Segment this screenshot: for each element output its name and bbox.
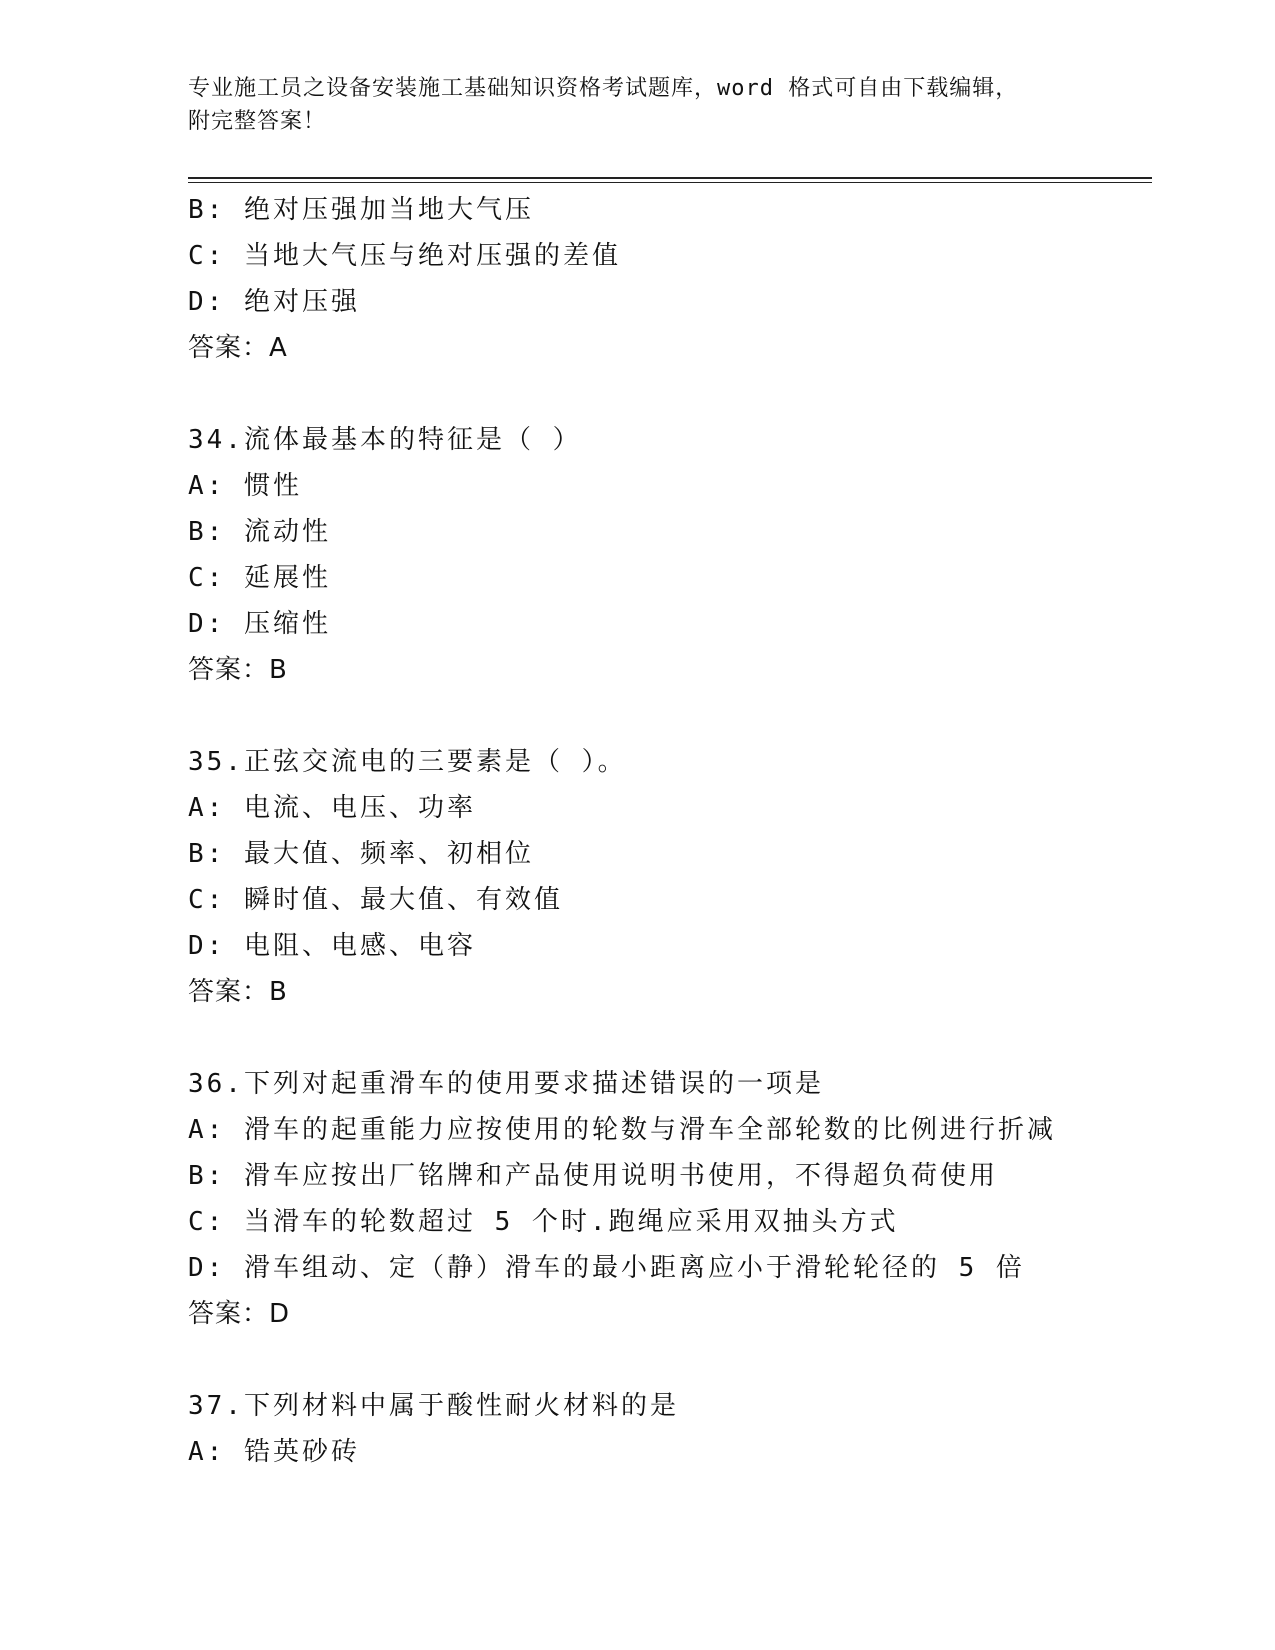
option-a: A: 惯性: [188, 471, 302, 501]
answer-line: 答案：A: [188, 333, 288, 363]
option-b: B: 流动性: [188, 517, 331, 547]
spacer: [188, 1015, 1152, 1061]
header-line-2: 附完整答案！: [188, 109, 327, 134]
question-block-33: [188, 187, 1152, 371]
document-header: [188, 72, 1068, 138]
option-d: D: 压缩性: [188, 609, 331, 639]
header-line-1: 专业施工员之设备安装施工基础知识资格考试题库，word 格式可自由下载编辑，: [188, 76, 1019, 101]
spacer: [188, 371, 1152, 417]
option-d: D: 滑车组动、定（静）滑车的最小距离应小于滑轮轮径的 5 倍: [188, 1253, 1025, 1283]
option-b: B: 滑车应按出厂铭牌和产品使用说明书使用，不得超负荷使用: [188, 1161, 998, 1191]
question-text: 34.流体最基本的特征是（ ）: [188, 425, 582, 455]
option-c: C: 延展性: [188, 563, 331, 593]
option-d: D: 电阻、电感、电容: [188, 931, 476, 961]
spacer: [188, 1337, 1152, 1383]
question-list: [188, 187, 1152, 1475]
option-b: B: 最大值、频率、初相位: [188, 839, 534, 869]
header-divider-thick: [188, 177, 1152, 179]
option-d: D: 绝对压强: [188, 287, 360, 317]
question-block-37: [188, 1383, 1152, 1475]
option-a: A: 锆英砂砖: [188, 1437, 360, 1467]
option-a: A: 电流、电压、功率: [188, 793, 476, 823]
question-text: 36.下列对起重滑车的使用要求描述错误的一项是: [188, 1069, 824, 1099]
answer-line: 答案：B: [188, 977, 288, 1007]
answer-line: 答案：B: [188, 655, 288, 685]
option-b: B: 绝对压强加当地大气压: [188, 195, 534, 225]
option-c: C: 当地大气压与绝对压强的差值: [188, 241, 621, 271]
question-text: 37.下列材料中属于酸性耐火材料的是: [188, 1391, 679, 1421]
header-divider-thin: [188, 182, 1152, 183]
spacer: [188, 693, 1152, 739]
question-block-36: [188, 1061, 1152, 1337]
question-text: 35.正弦交流电的三要素是（ ）。: [188, 747, 627, 777]
option-c: C: 瞬时值、最大值、有效值: [188, 885, 563, 915]
answer-line: 答案：D: [188, 1299, 291, 1329]
question-block-34: [188, 417, 1152, 693]
option-a: A: 滑车的起重能力应按使用的轮数与滑车全部轮数的比例进行折减: [188, 1115, 1056, 1145]
question-block-35: [188, 739, 1152, 1015]
option-c: C: 当滑车的轮数超过 5 个时.跑绳应采用双抽头方式: [188, 1207, 899, 1237]
